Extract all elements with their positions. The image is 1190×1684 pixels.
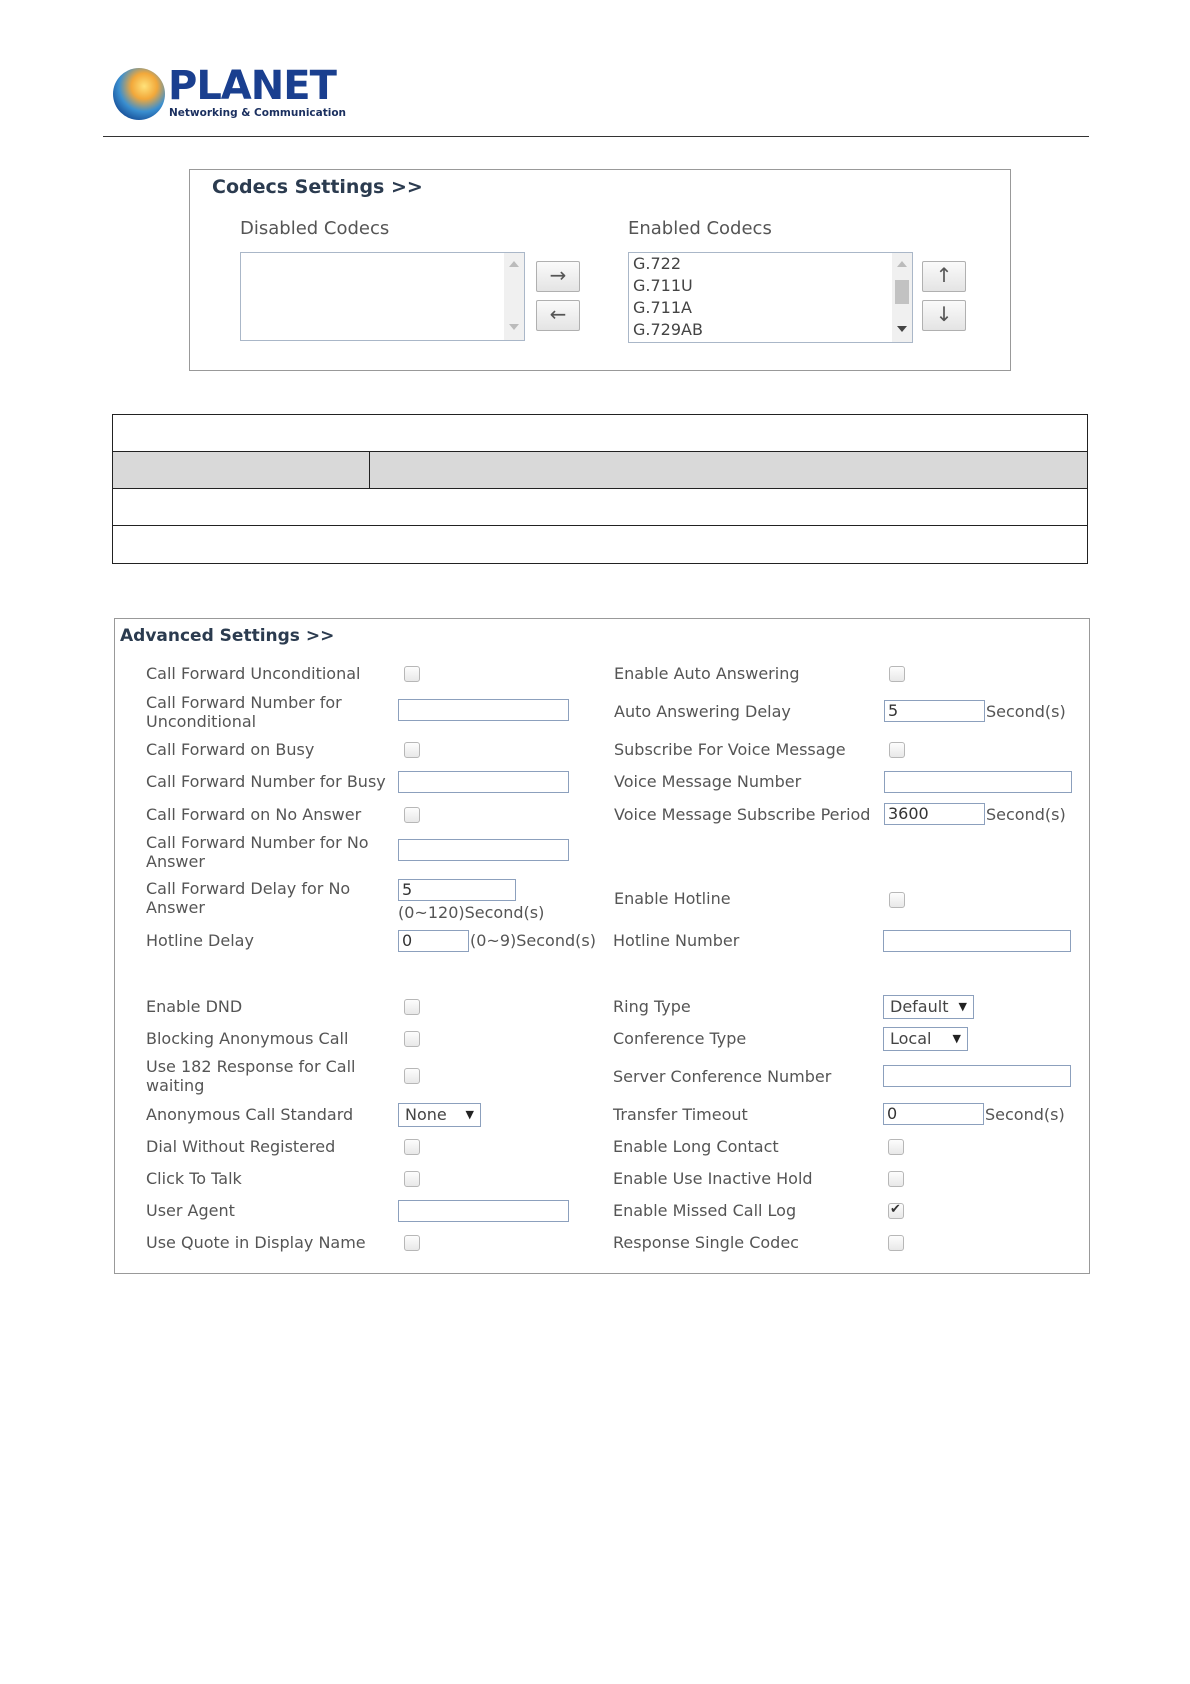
table-header-cell bbox=[112, 451, 370, 489]
auto-answer-checkbox[interactable] bbox=[889, 666, 905, 682]
vm-period-input[interactable]: 3600 bbox=[884, 803, 985, 825]
vm-number-label: Voice Message Number bbox=[614, 772, 802, 791]
empty-table bbox=[112, 414, 1088, 564]
codecs-settings-title: Codecs Settings >> bbox=[212, 176, 423, 198]
anon-std-select[interactable] bbox=[398, 1103, 481, 1127]
user-agent-label: User Agent bbox=[146, 1201, 235, 1220]
codec-item[interactable]: G.729AB bbox=[633, 320, 703, 339]
quote-checkbox[interactable] bbox=[404, 1235, 420, 1251]
dnd-label: Enable DND bbox=[146, 997, 243, 1016]
codec-item[interactable]: G.722 bbox=[633, 254, 682, 273]
advanced-settings-panel bbox=[114, 618, 1090, 1274]
codec-item[interactable]: G.711U bbox=[633, 276, 693, 295]
single-codec-label: Response Single Codec bbox=[613, 1233, 799, 1252]
anon-std-value: None bbox=[405, 1105, 447, 1124]
advanced-settings-title: Advanced Settings >> bbox=[120, 626, 335, 646]
cfb-label: Call Forward on Busy bbox=[146, 740, 315, 759]
scroll-down-icon bbox=[509, 324, 519, 330]
brand-name: PLANET bbox=[168, 63, 336, 109]
click-to-talk-label: Click To Talk bbox=[146, 1169, 242, 1188]
use182-checkbox[interactable] bbox=[404, 1068, 420, 1084]
table-row bbox=[112, 414, 1088, 452]
cfu-number-label: Call Forward Number for Unconditional bbox=[146, 693, 342, 731]
server-conf-input[interactable] bbox=[883, 1065, 1071, 1087]
vm-period-label: Voice Message Subscribe Period bbox=[614, 805, 871, 824]
move-to-enabled-button[interactable]: → bbox=[536, 261, 580, 292]
subscribe-vm-label: Subscribe For Voice Message bbox=[614, 740, 846, 759]
auto-answer-delay-unit: Second(s) bbox=[986, 702, 1066, 721]
hotline-delay-hint: (0~9)Second(s) bbox=[470, 931, 596, 950]
conf-type-label: Conference Type bbox=[613, 1029, 747, 1048]
inactive-hold-label: Enable Use Inactive Hold bbox=[613, 1169, 813, 1188]
scroll-thumb[interactable] bbox=[895, 280, 909, 304]
use182-label: Use 182 Response for Call waiting bbox=[146, 1057, 356, 1095]
cfna-delay-label: Call Forward Delay for No Answer bbox=[146, 879, 351, 917]
cfna-delay-input[interactable]: 5 bbox=[398, 879, 516, 901]
enabled-codecs-list[interactable] bbox=[628, 252, 913, 343]
table-row bbox=[112, 525, 1088, 564]
hotline-checkbox[interactable] bbox=[889, 892, 905, 908]
server-conf-label: Server Conference Number bbox=[613, 1067, 832, 1086]
move-to-disabled-button[interactable]: ← bbox=[536, 300, 580, 331]
ring-type-label: Ring Type bbox=[613, 997, 691, 1016]
hotline-number-label: Hotline Number bbox=[613, 931, 740, 950]
hotline-label: Enable Hotline bbox=[614, 889, 731, 908]
enabled-codecs-scrollbar[interactable] bbox=[892, 253, 912, 342]
codecs-settings-panel bbox=[189, 169, 1011, 371]
table-row bbox=[112, 488, 1088, 526]
hotline-delay-label: Hotline Delay bbox=[146, 931, 254, 950]
hotline-number-input[interactable] bbox=[883, 930, 1071, 952]
codec-item[interactable]: G.711A bbox=[633, 298, 692, 317]
transfer-timeout-label: Transfer Timeout bbox=[613, 1105, 748, 1124]
cfna-checkbox[interactable] bbox=[404, 807, 420, 823]
transfer-timeout-unit: Second(s) bbox=[985, 1105, 1065, 1124]
subscribe-vm-checkbox[interactable] bbox=[889, 742, 905, 758]
click-to-talk-checkbox[interactable] bbox=[404, 1171, 420, 1187]
cfu-number-input[interactable] bbox=[398, 699, 569, 721]
hotline-delay-input[interactable]: 0 bbox=[398, 930, 469, 952]
cfb-number-label: Call Forward Number for Busy bbox=[146, 772, 386, 791]
vm-period-unit: Second(s) bbox=[986, 805, 1066, 824]
chevron-down-icon: ▼ bbox=[952, 1032, 961, 1045]
long-contact-label: Enable Long Contact bbox=[613, 1137, 779, 1156]
cfu-checkbox[interactable] bbox=[404, 666, 420, 682]
enabled-codecs-label: Enabled Codecs bbox=[628, 218, 772, 239]
dial-wo-reg-label: Dial Without Registered bbox=[146, 1137, 336, 1156]
disabled-codecs-label: Disabled Codecs bbox=[240, 218, 390, 239]
cfb-number-input[interactable] bbox=[398, 771, 569, 793]
planet-logo-globe-icon bbox=[113, 68, 165, 120]
cfna-number-label: Call Forward Number for No Answer bbox=[146, 833, 369, 871]
user-agent-input[interactable] bbox=[398, 1200, 569, 1222]
ring-type-select[interactable] bbox=[883, 995, 974, 1019]
block-anon-checkbox[interactable] bbox=[404, 1031, 420, 1047]
auto-answer-delay-label: Auto Answering Delay bbox=[614, 702, 791, 721]
move-up-button[interactable]: ↑ bbox=[922, 261, 966, 292]
auto-answer-delay-input[interactable]: 5 bbox=[884, 700, 985, 722]
header-divider bbox=[103, 136, 1089, 137]
scroll-up-icon bbox=[509, 261, 519, 267]
long-contact-checkbox[interactable] bbox=[888, 1139, 904, 1155]
cfna-number-input[interactable] bbox=[398, 839, 569, 861]
move-down-button[interactable]: ↓ bbox=[922, 300, 966, 331]
disabled-codecs-scrollbar[interactable] bbox=[504, 253, 524, 340]
cfu-label: Call Forward Unconditional bbox=[146, 664, 361, 683]
scroll-up-icon bbox=[897, 261, 907, 267]
conf-type-value: Local bbox=[890, 1029, 932, 1048]
quote-label: Use Quote in Display Name bbox=[146, 1233, 366, 1252]
anon-std-label: Anonymous Call Standard bbox=[146, 1105, 354, 1124]
dial-wo-reg-checkbox[interactable] bbox=[404, 1139, 420, 1155]
chevron-down-icon: ▼ bbox=[465, 1108, 474, 1121]
dnd-checkbox[interactable] bbox=[404, 999, 420, 1015]
cfna-label: Call Forward on No Answer bbox=[146, 805, 362, 824]
single-codec-checkbox[interactable] bbox=[888, 1235, 904, 1251]
cfna-delay-hint: (0~120)Second(s) bbox=[398, 903, 545, 922]
vm-number-input[interactable] bbox=[884, 771, 1072, 793]
missed-log-checkbox[interactable] bbox=[888, 1203, 904, 1219]
transfer-timeout-input[interactable]: 0 bbox=[883, 1103, 984, 1125]
cfb-checkbox[interactable] bbox=[404, 742, 420, 758]
brand-tagline: Networking & Communication bbox=[169, 107, 347, 119]
conf-type-select[interactable] bbox=[883, 1027, 968, 1051]
table-header-cell bbox=[369, 451, 1088, 489]
missed-log-label: Enable Missed Call Log bbox=[613, 1201, 797, 1220]
chevron-down-icon: ▼ bbox=[958, 1000, 967, 1013]
inactive-hold-checkbox[interactable] bbox=[888, 1171, 904, 1187]
block-anon-label: Blocking Anonymous Call bbox=[146, 1029, 349, 1048]
disabled-codecs-list[interactable] bbox=[240, 252, 525, 341]
auto-answer-label: Enable Auto Answering bbox=[614, 664, 800, 683]
scroll-down-icon bbox=[897, 326, 907, 332]
ring-type-value: Default bbox=[890, 997, 949, 1016]
